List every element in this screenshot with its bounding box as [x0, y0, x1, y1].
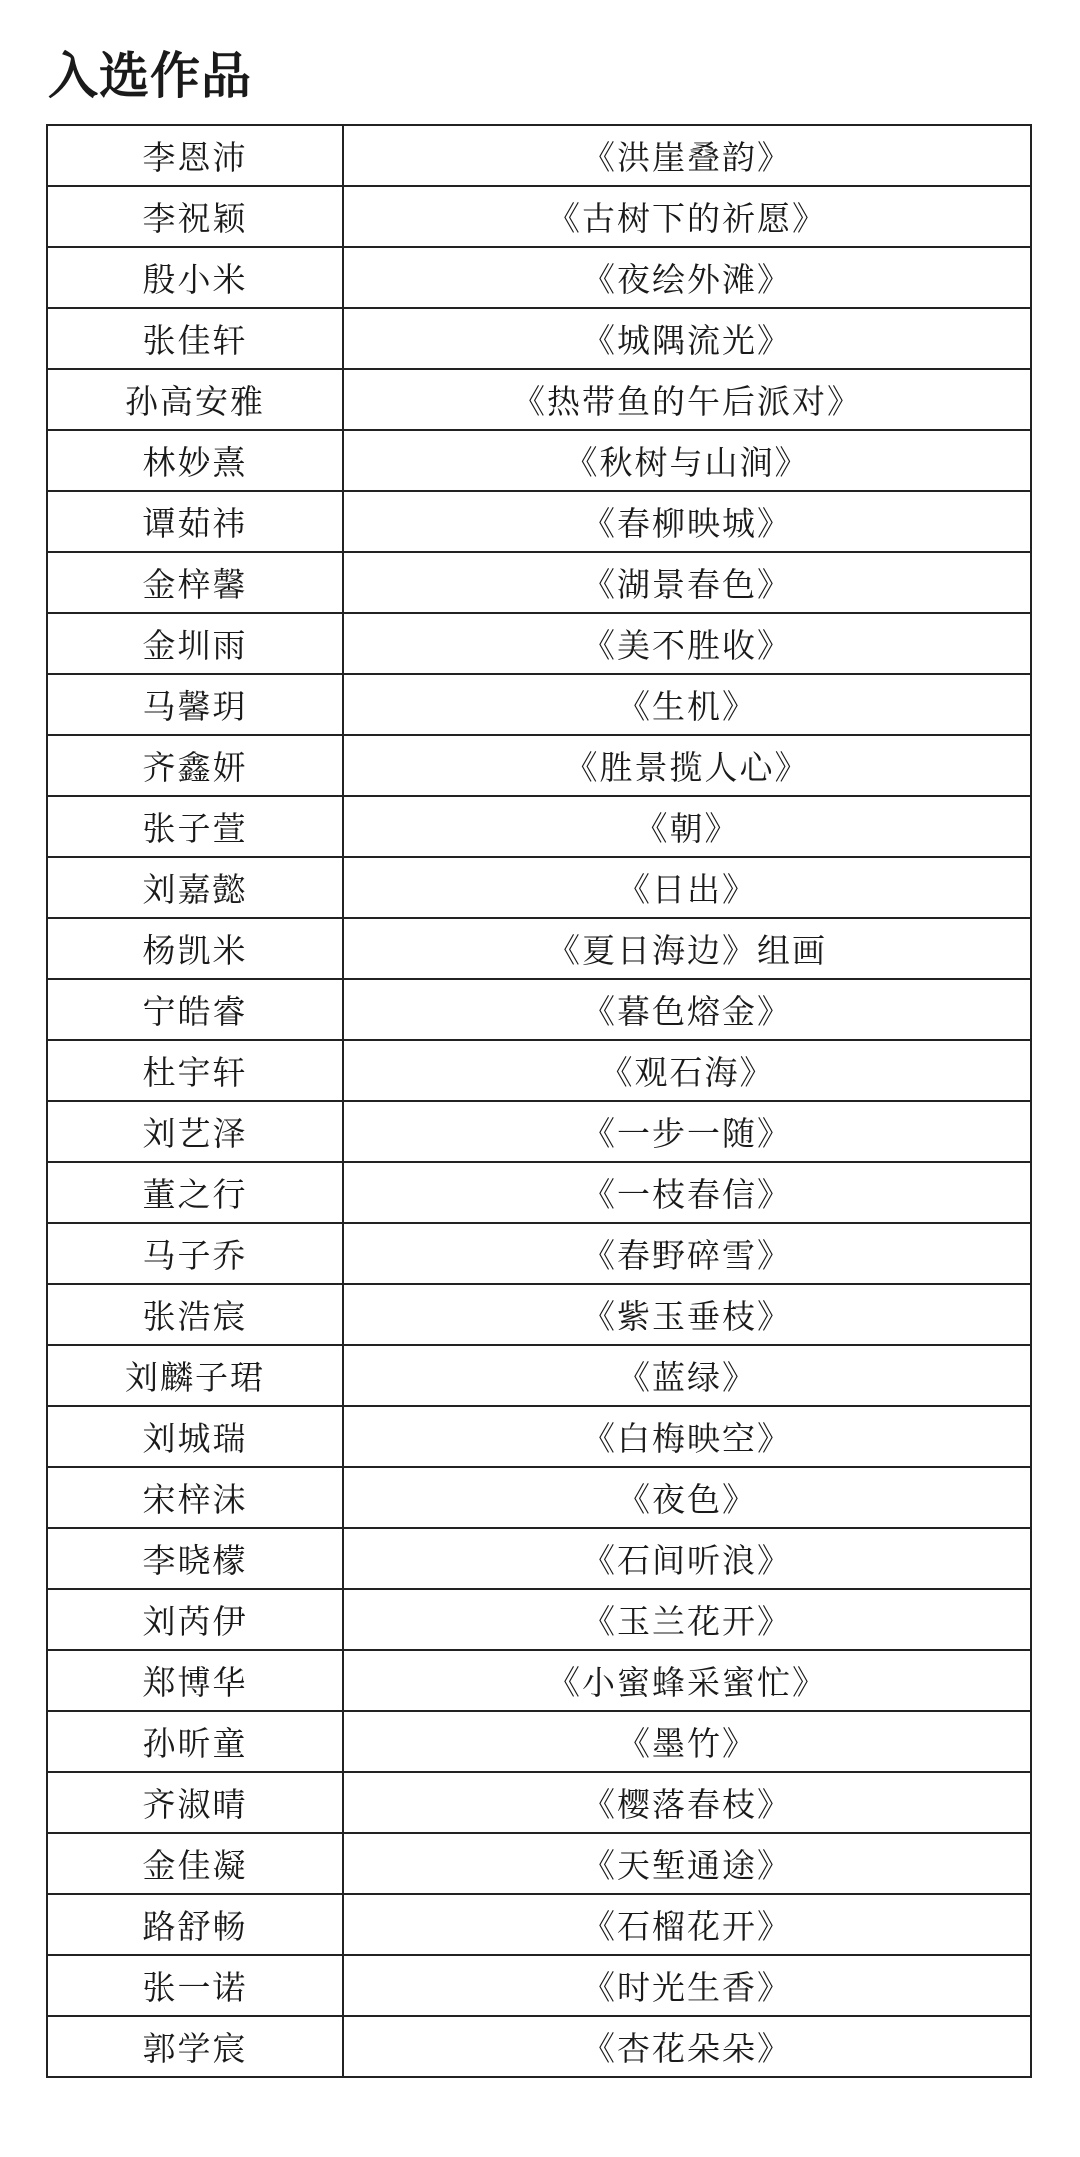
- table-row: [47, 1833, 1031, 1894]
- author-name-cell: 张一诺: [47, 1955, 343, 2016]
- author-name-cell: 孙高安雅: [47, 369, 343, 430]
- author-name-cell: 刘艺泽: [47, 1101, 343, 1162]
- work-title-cell: 《白梅映空》: [343, 1406, 1031, 1467]
- author-name-cell: 刘城瑞: [47, 1406, 343, 1467]
- table-row: [47, 796, 1031, 857]
- author-name-cell: 杨凯米: [47, 918, 343, 979]
- author-name-cell: 金佳凝: [47, 1833, 343, 1894]
- table-row: [47, 1223, 1031, 1284]
- table-row: [47, 1162, 1031, 1223]
- author-name-cell: 林妙熹: [47, 430, 343, 491]
- table-row: [47, 125, 1031, 186]
- table-row: [47, 613, 1031, 674]
- work-title-cell: 《日出》: [343, 857, 1031, 918]
- table-row: [47, 308, 1031, 369]
- work-title-cell: 《美不胜收》: [343, 613, 1031, 674]
- work-title-cell: 《紫玉垂枝》: [343, 1284, 1031, 1345]
- author-name-cell: 杜宇轩: [47, 1040, 343, 1101]
- author-name-cell: 李晓檬: [47, 1528, 343, 1589]
- table-row: [47, 1894, 1031, 1955]
- table-row: [47, 735, 1031, 796]
- works-table: [46, 124, 1032, 2078]
- work-title-cell: 《朝》: [343, 796, 1031, 857]
- author-name-cell: 郭学宸: [47, 2016, 343, 2077]
- work-title-cell: 《暮色熔金》: [343, 979, 1031, 1040]
- work-title-cell: 《石榴花开》: [343, 1894, 1031, 1955]
- author-name-cell: 金圳雨: [47, 613, 343, 674]
- table-row: [47, 1711, 1031, 1772]
- work-title-cell: 《时光生香》: [343, 1955, 1031, 2016]
- work-title-cell: 《玉兰花开》: [343, 1589, 1031, 1650]
- work-title-cell: 《墨竹》: [343, 1711, 1031, 1772]
- work-title-cell: 《樱落春枝》: [343, 1772, 1031, 1833]
- work-title-cell: 《热带鱼的午后派对》: [343, 369, 1031, 430]
- work-title-cell: 《杏花朵朵》: [343, 2016, 1031, 2077]
- table-row: [47, 1345, 1031, 1406]
- work-title-cell: 《天堑通途》: [343, 1833, 1031, 1894]
- works-table-body: [47, 125, 1031, 2077]
- table-row: [47, 1589, 1031, 1650]
- table-row: [47, 1772, 1031, 1833]
- work-title-cell: 《一步一随》: [343, 1101, 1031, 1162]
- table-row: [47, 857, 1031, 918]
- table-row: [47, 1955, 1031, 2016]
- author-name-cell: 刘麟子珺: [47, 1345, 343, 1406]
- author-name-cell: 谭茹祎: [47, 491, 343, 552]
- table-row: [47, 186, 1031, 247]
- table-row: [47, 1101, 1031, 1162]
- work-title-cell: 《湖景春色》: [343, 552, 1031, 613]
- table-row: [47, 430, 1031, 491]
- author-name-cell: 路舒畅: [47, 1894, 343, 1955]
- table-row: [47, 247, 1031, 308]
- author-name-cell: 郑博华: [47, 1650, 343, 1711]
- work-title-cell: 《观石海》: [343, 1040, 1031, 1101]
- author-name-cell: 刘嘉懿: [47, 857, 343, 918]
- table-row: [47, 979, 1031, 1040]
- author-name-cell: 刘芮伊: [47, 1589, 343, 1650]
- work-title-cell: 《夜色》: [343, 1467, 1031, 1528]
- work-title-cell: 《夜绘外滩》: [343, 247, 1031, 308]
- page-title: 入选作品: [48, 47, 252, 105]
- author-name-cell: 殷小米: [47, 247, 343, 308]
- work-title-cell: 《洪崖叠韵》: [343, 125, 1031, 186]
- author-name-cell: 马子乔: [47, 1223, 343, 1284]
- author-name-cell: 张佳轩: [47, 308, 343, 369]
- table-row: [47, 1467, 1031, 1528]
- author-name-cell: 马馨玥: [47, 674, 343, 735]
- table-row: [47, 918, 1031, 979]
- author-name-cell: 孙昕童: [47, 1711, 343, 1772]
- author-name-cell: 李祝颖: [47, 186, 343, 247]
- author-name-cell: 金梓馨: [47, 552, 343, 613]
- table-row: [47, 674, 1031, 735]
- work-title-cell: 《石间听浪》: [343, 1528, 1031, 1589]
- work-title-cell: 《春柳映城》: [343, 491, 1031, 552]
- work-title-cell: 《胜景揽人心》: [343, 735, 1031, 796]
- author-name-cell: 董之行: [47, 1162, 343, 1223]
- table-row: [47, 491, 1031, 552]
- table-row: [47, 1406, 1031, 1467]
- table-row: [47, 1040, 1031, 1101]
- table-row: [47, 1650, 1031, 1711]
- author-name-cell: 张子萱: [47, 796, 343, 857]
- work-title-cell: 《小蜜蜂采蜜忙》: [343, 1650, 1031, 1711]
- work-title-cell: 《生机》: [343, 674, 1031, 735]
- author-name-cell: 齐鑫妍: [47, 735, 343, 796]
- work-title-cell: 《一枝春信》: [343, 1162, 1031, 1223]
- work-title-cell: 《秋树与山涧》: [343, 430, 1031, 491]
- work-title-cell: 《蓝绿》: [343, 1345, 1031, 1406]
- table-row: [47, 552, 1031, 613]
- author-name-cell: 张浩宸: [47, 1284, 343, 1345]
- work-title-cell: 《夏日海边》组画: [343, 918, 1031, 979]
- table-row: [47, 1528, 1031, 1589]
- table-row: [47, 369, 1031, 430]
- author-name-cell: 李恩沛: [47, 125, 343, 186]
- author-name-cell: 齐淑晴: [47, 1772, 343, 1833]
- author-name-cell: 宁皓睿: [47, 979, 343, 1040]
- table-row: [47, 1284, 1031, 1345]
- work-title-cell: 《春野碎雪》: [343, 1223, 1031, 1284]
- author-name-cell: 宋梓沫: [47, 1467, 343, 1528]
- work-title-cell: 《城隅流光》: [343, 308, 1031, 369]
- work-title-cell: 《古树下的祈愿》: [343, 186, 1031, 247]
- table-row: [47, 2016, 1031, 2077]
